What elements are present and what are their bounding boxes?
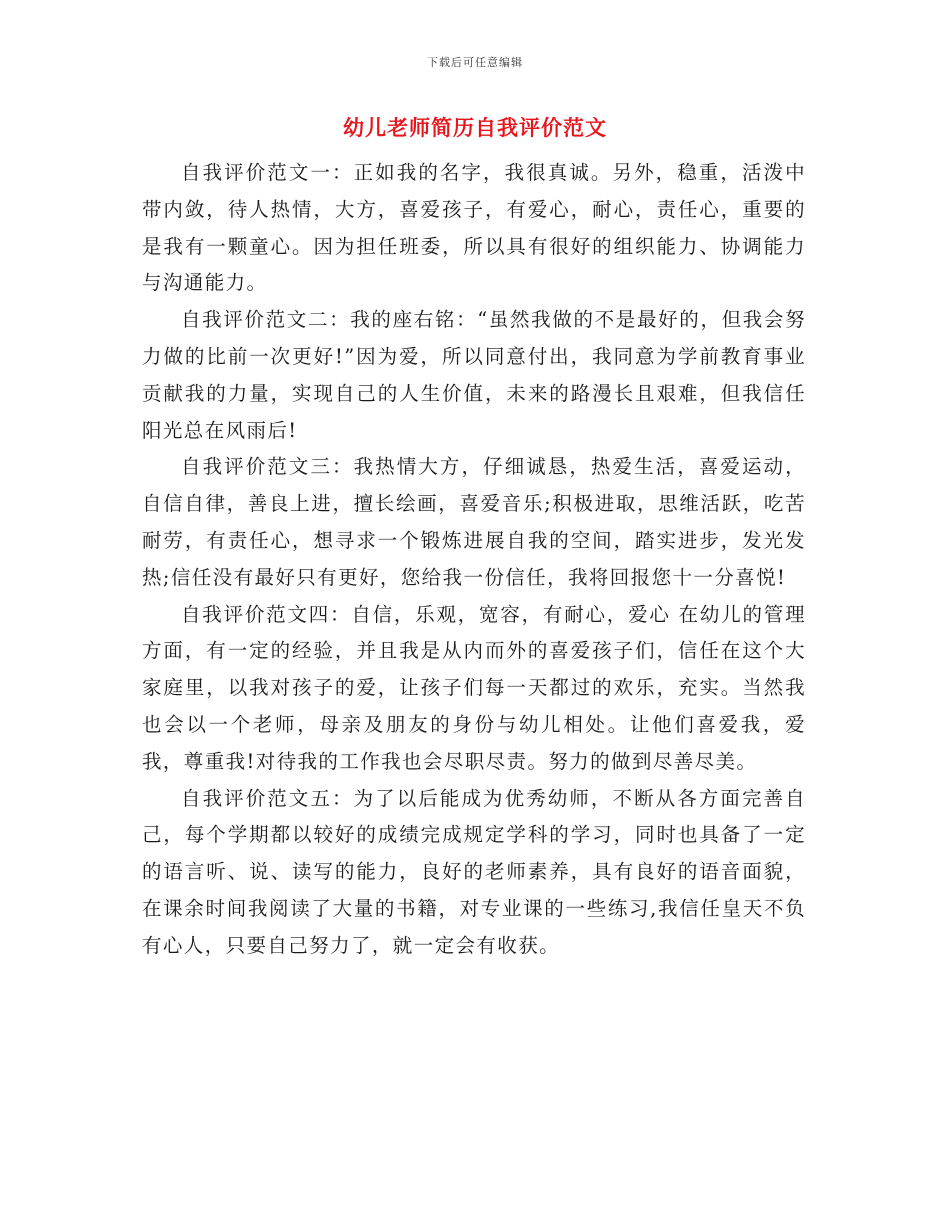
paragraph-5: 自我评价范文五：为了以后能成为优秀幼师，不断从各方面完善自己，每个学期都以较好的成绩完成规定学科的学习，同时也具备了一定的语言听、说、读写的能力，良好的老师素养，具有良好的语音面貌，在课余时间我阅读了大量的书籍，对专业课的一些练习,我信任皇天不负有心人，只要自己努力了，就一定会有收获。 [142, 786, 806, 957]
header-note: 下载后可任意编辑 [427, 56, 523, 69]
document-title: 幼儿老师简历自我评价范文 [343, 115, 607, 140]
paragraph-2: 自我评价范文二：我的座右铭：“虽然我做的不是最好的，但我会努力做的比前一次更好!”因为爱，所以同意付出，我同意为学前教育事业贡献我的力量，实现自己的人生价值，未来的路漫长且艰难，但我信任阳光总在风雨后! [142, 308, 806, 442]
paragraph-4: 自我评价范文四：自信，乐观，宽容，有耐心，爱心 在幼儿的管理方面，有一定的经验，并且我是从内而外的喜爱孩子们，信任在这个大家庭里，以我对孩子的爱，让孩子们每一天都过的欢乐，充实。当然我也会以一个老师，母亲及朋友的身份与幼儿相处。让他们喜爱我，爱我，尊重我!对待我的工作我也会尽职尽责。努力的做到尽善尽美。 [142, 602, 806, 773]
paragraph-3: 自我评价范文三：我热情大方，仔细诚恳，热爱生活，喜爱运动，自信自律，善良上进，擅长绘画，喜爱音乐;积极进取，思维活跃，吃苦耐劳，有责任心，想寻求一个锻炼进展自我的空间，踏实进步，发光发热;信任没有最好只有更好，您给我一份信任，我将回报您十一分喜悦! [142, 455, 806, 589]
paragraph-1: 自我评价范文一：正如我的名字，我很真诚。另外，稳重，活泼中带内敛，待人热情，大方，喜爱孩子，有爱心，耐心，责任心，重要的是我有一颗童心。因为担任班委，所以具有很好的组织能力、协调能力与沟通能力。 [142, 161, 806, 295]
document-body [142, 155, 806, 965]
